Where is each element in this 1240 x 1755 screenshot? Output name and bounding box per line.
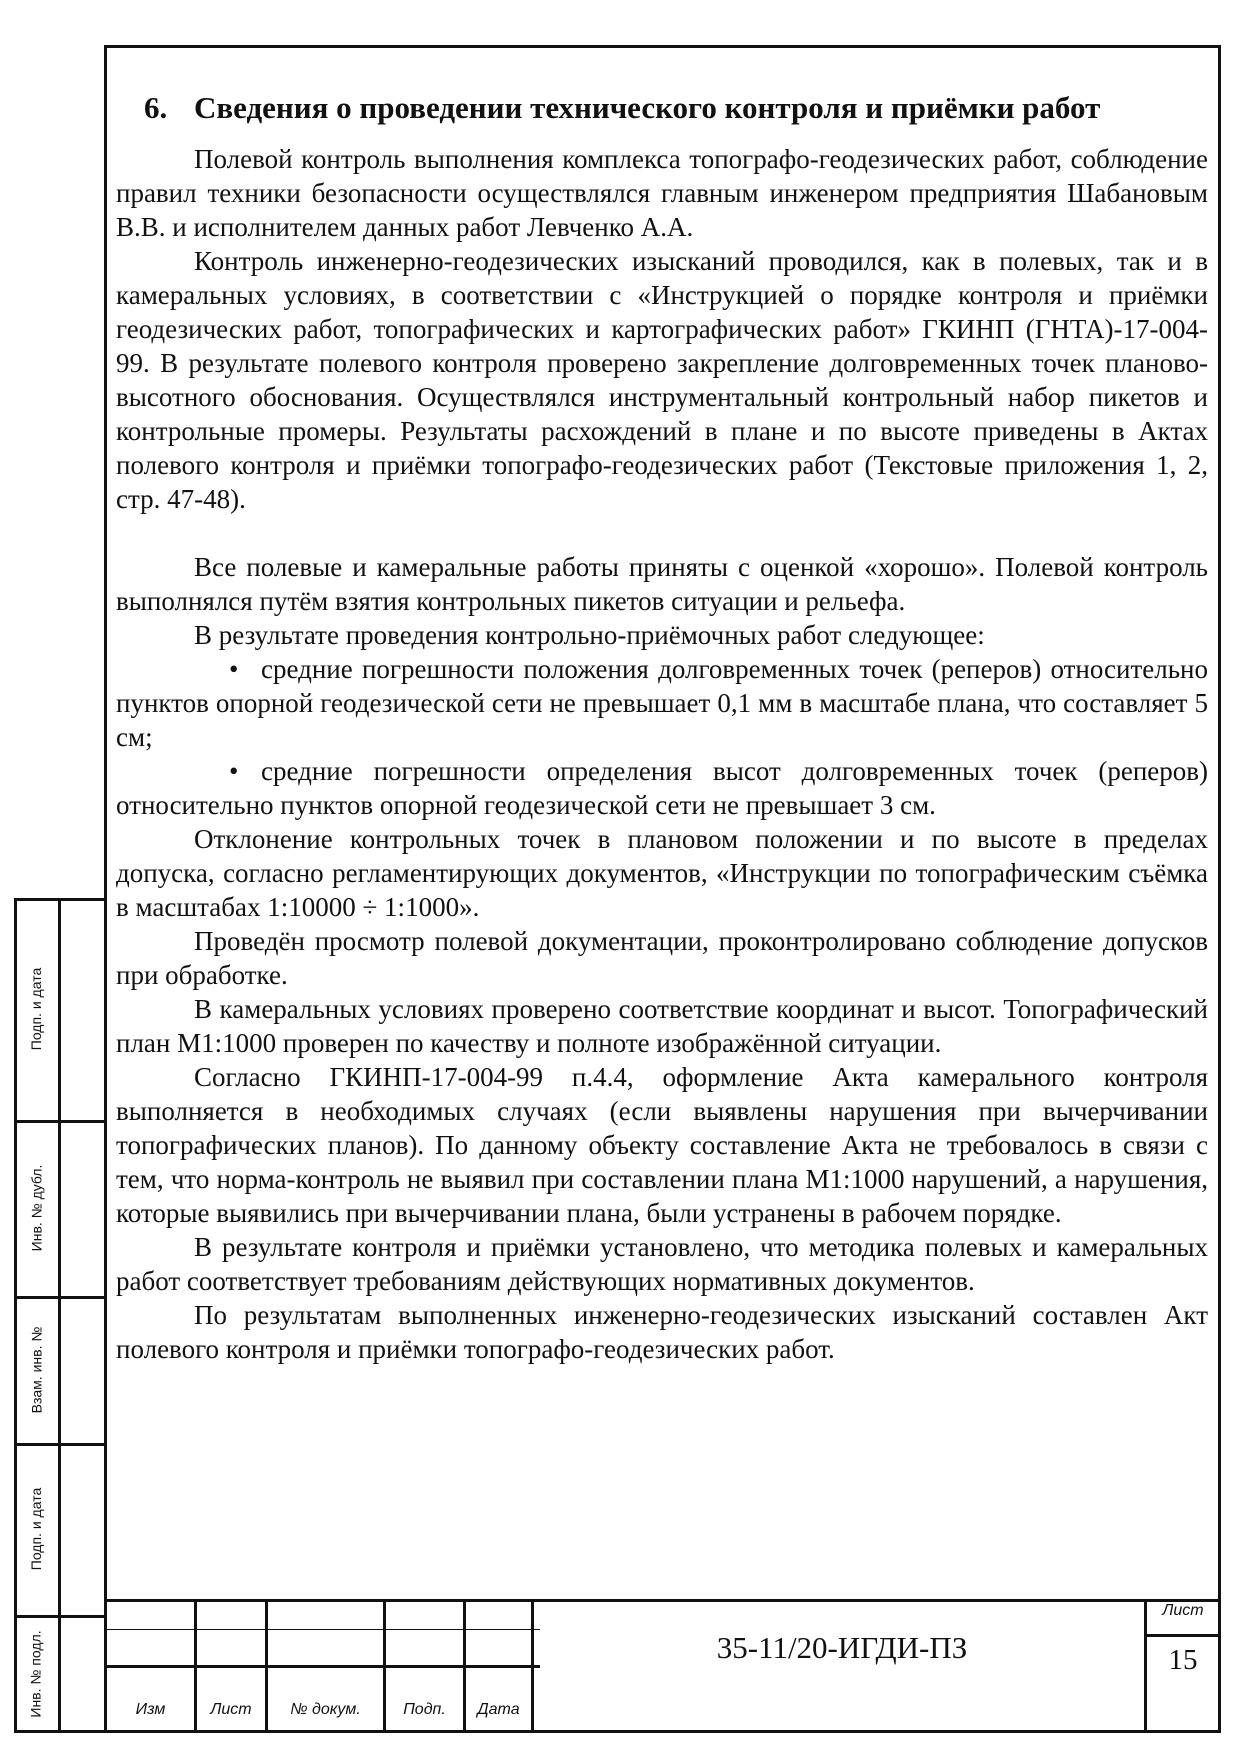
paragraph: В результате контроля и приёмки установлено, что методика полевых и камеральных работ соответствует требованиям действующих нормативных документов.: [116, 1232, 1208, 1296]
bullet-text: средние погрешности положения долговременных точек (реперов) относительно пунктов опорной геодезической сети не превышает 0,1 мм в масштабе плана, что составляет 5 см;: [116, 654, 1208, 752]
bullet-text: средние погрешности определения высот долговременных точек (реперов) относительно пунктов опорной геодезической сети не превышает 3 см.: [116, 756, 1208, 820]
side-label-dup-inv: Инв. № дубл.: [28, 1164, 45, 1252]
side-strip-divider: [58, 898, 61, 1733]
side-label-replace-inv: Взам. инв. №: [28, 1326, 45, 1413]
paragraph: Согласно ГКИНП-17-004-99 п.4.4, оформление Акта камерального контроля выполняется в необходимых случаях (если выявлены нарушения при вычерчивании топографических планов). По данному объекту составление Акта не требовалось в связи с тем, что норма-контроль не выявил при составлении плана М1:1000 нарушений, а нарушения, которые выявились при вычерчивании плана, были устранены в рабочем порядке.: [116, 1062, 1208, 1228]
sheet-number: 15: [1168, 1644, 1198, 1676]
col-label-signature: Подп.: [403, 1701, 446, 1718]
bullet-icon: •: [229, 756, 239, 786]
title-block-top-line: [104, 1599, 1221, 1602]
paragraph: Контроль инженерно-геодезических изысканий проводился, как в полевых, так и в камеральных условиях, в соответствии с «Инструкцией о порядке контроля и приёмки геодезических работ, топографических и картографических работ» ГКИНП (ГНТА)-17-004-99. В результате полевого контроля проверено закрепление долговременных точек планово-высотного обоснования. Осуществлялся инструментальный контрольный набор пикетов и контрольные промеры. Результаты расхождений в плане и по высоте приведены в Актах полевого контроля и приёмки топографо-геодезических работ (Текстовые приложения 1, 2, стр. 47-48).: [116, 246, 1208, 514]
sheet-box-line: [1144, 1634, 1221, 1637]
side-label-orig-inv: Инв. № подл.: [28, 1630, 44, 1718]
bullet-icon: •: [229, 654, 239, 684]
paragraph: В камеральных условиях проверено соответствие координат и высот. Топографический план М1:1000 проверен по качеству и полноте изображённой ситуации.: [116, 994, 1208, 1058]
document-body: [116, 88, 1208, 1366]
document-code: 35-11/20-ИГДИ-ПЗ: [716, 1630, 968, 1665]
title-block-grid-line: [104, 1629, 540, 1630]
sheet-label: Лист: [1162, 1602, 1204, 1619]
section-title: Сведения о проведении технического контроля и приёмки работ: [194, 90, 1101, 125]
paragraph: Все полевые и камеральные работы приняты с оценкой «хорошо». Полевой контроль выполнялся путём взятия контрольных пикетов ситуации и рельефа.: [116, 552, 1208, 616]
paragraph: Полевой контроль выполнения комплекса топографо-геодезических работ, соблюдение правил техники безопасности осуществлялся главным инженером предприятия Шабановым В.В. и исполнителем данных работ Левченко А.А.: [116, 144, 1208, 242]
bullet-item: [116, 652, 1208, 754]
paragraph: По результатам выполненных инженерно-геодезических изысканий составлен Акт полевого контроля и приёмки топографо-геодезических работ.: [116, 1300, 1208, 1364]
col-label-doc-no: № докум.: [290, 1701, 361, 1718]
col-label-sheet: Лист: [210, 1701, 252, 1718]
section-heading: [116, 88, 1208, 128]
paragraph: Проведён просмотр полевой документации, проконтролировано соблюдение допусков при обработке.: [116, 926, 1208, 990]
side-label-sign-date: Подп. и дата: [28, 967, 44, 1051]
col-label-change: Изм: [135, 1701, 166, 1718]
title-block-grid-line: [104, 1665, 540, 1668]
paragraph: Отклонение контрольных точек в плановом положении и по высоте в пределах допуска, согласно регламентирующих документов, «Инструкции по топографическим съёмка в масштабах 1:10000 ÷ 1:1000».: [116, 824, 1208, 922]
title-block-grid-line: [531, 1599, 534, 1733]
bullet-item: [116, 754, 1208, 822]
col-label-date: Дата: [477, 1701, 520, 1718]
section-number: 6.: [144, 90, 168, 125]
side-stamp-strip: [14, 898, 104, 1733]
paragraph: В результате проведения контрольно-приёмочных работ следующее:: [194, 620, 985, 650]
side-label-sign-date-2: Подп. и дата: [28, 1487, 44, 1571]
